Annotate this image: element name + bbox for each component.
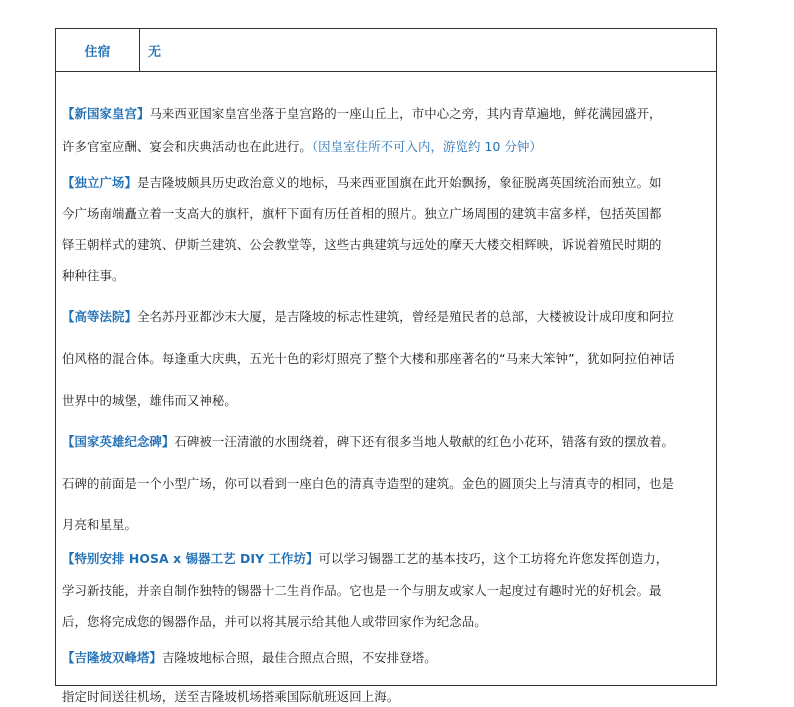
text-line bbox=[62, 612, 487, 630]
section-text: 是吉隆坡颇具历史政治意义的地标，马来西亚国旗在此开始飘扬，象征脱离英国统治而独立。如 bbox=[136, 175, 662, 190]
accommodation-row bbox=[56, 29, 716, 72]
section-title: 【独立广场】 bbox=[62, 175, 137, 190]
itinerary-table bbox=[55, 28, 717, 704]
section-note: （因皇室住所不可入内，游览约 10 分钟） bbox=[311, 139, 542, 154]
accommodation-value: 无 bbox=[148, 44, 162, 60]
text-line bbox=[62, 474, 674, 492]
section-title: 【特别安排 HOSA x 锡器工艺 DIY 工作坊】 bbox=[62, 551, 319, 566]
section-text: 学习新技能，并亲自制作独特的锡器十二生肖作品。它也是一个与朋友或家人一起度过有趣时光的好机会。最 bbox=[62, 583, 662, 598]
text-line bbox=[62, 391, 237, 409]
section-text: 许多官室应酬、宴会和庆典活动也在此进行。 bbox=[62, 139, 312, 154]
section-title: 【国家英雄纪念碑】 bbox=[62, 434, 175, 449]
paragraph-petronas-towers bbox=[62, 648, 437, 666]
section-text: 后，您将完成您的锡器作品，并可以将其展示给其他人或带回家作为纪念品。 bbox=[62, 614, 487, 629]
section-title: 【新国家皇宫】 bbox=[62, 106, 150, 121]
section-title: 【高等法院】 bbox=[62, 309, 137, 324]
text-line bbox=[62, 204, 662, 222]
section-text: 全名苏丹亚都沙末大厦，是吉隆坡的标志性建筑，曾经是殖民者的总部，大楼被设计成印度和阿拉 bbox=[136, 309, 675, 324]
text-line bbox=[62, 235, 662, 253]
section-text: 吉隆坡地标合照，最佳合照点合照，不安排登塔。 bbox=[161, 650, 437, 665]
text-line bbox=[62, 349, 675, 367]
section-text: 种种往事。 bbox=[62, 268, 125, 283]
section-text: 月亮和星星。 bbox=[62, 517, 137, 532]
section-text: 石碑被一汪清澈的水围绕着，碑下还有很多当地人敬献的红色小花环，错落有致的摆放着。 bbox=[174, 434, 675, 449]
text-line bbox=[62, 266, 124, 284]
text-line bbox=[62, 581, 662, 599]
accommodation-label: 住宿 bbox=[56, 29, 140, 71]
section-text: 马来西亚国家皇宫坐落于皇宫路的一座山丘上，市中心之旁，其内青草遍地，鲜花满园盛开， bbox=[149, 106, 662, 121]
section-text: 世界中的城堡，雄伟而又神秘。 bbox=[62, 393, 237, 408]
paragraph-national-palace bbox=[62, 104, 662, 122]
paragraph-national-monument bbox=[62, 432, 674, 450]
paragraph-high-court bbox=[62, 307, 674, 325]
section-text: 今广场南端矗立着一支高大的旗杆，旗杆下面有历任首相的照片。独立广场周围的建筑丰富多样，包括英国都 bbox=[62, 206, 662, 221]
text-line bbox=[62, 515, 137, 533]
section-text: 石碑的前面是一个小型广场，你可以看到一座白色的清真寺造型的建筑。金色的圆顶尖上与清真寺的相同，也是 bbox=[62, 476, 675, 491]
section-text: 可以学习锡器工艺的基本技巧，这个工坊将允许您发挥创造力， bbox=[318, 551, 669, 566]
section-text: 伯风格的混合体。每逢重大庆典，五光十色的彩灯照亮了整个大楼和那座著名的“马来大笨钟”，犹如阿拉伯神话 bbox=[62, 351, 675, 366]
closing-text: 指定时间送往机场，送至吉隆坡机场搭乘国际航班返回上海。 bbox=[62, 689, 400, 704]
paragraph-independence-square bbox=[62, 173, 662, 191]
text-line bbox=[62, 137, 542, 155]
paragraph-pewter-workshop bbox=[62, 549, 668, 567]
section-text: 铎王朝样式的建筑、伊斯兰建筑、公会教堂等，这些古典建筑与远处的摩天大楼交相辉映，诉说着殖民时期的 bbox=[62, 237, 662, 252]
section-title: 【吉隆坡双峰塔】 bbox=[62, 650, 162, 665]
